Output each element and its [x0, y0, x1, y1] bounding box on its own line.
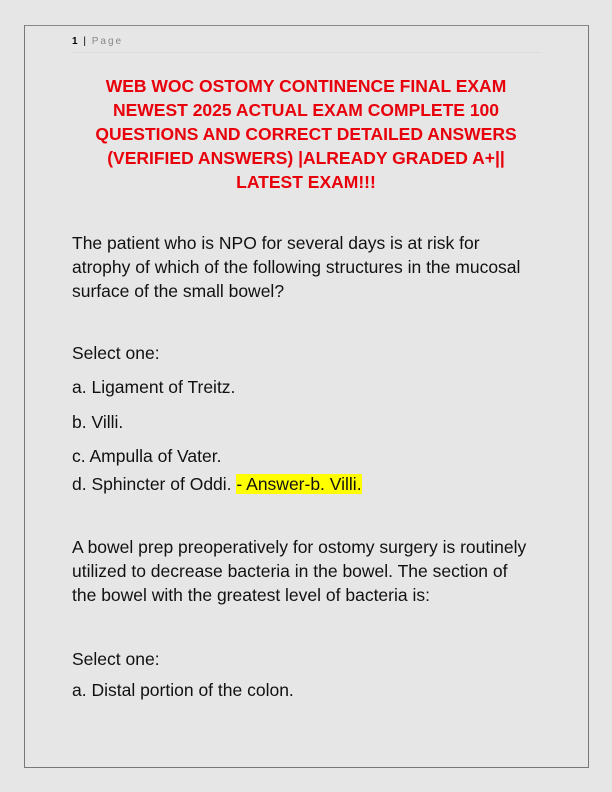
question-line: The patient who is NPO for several days is at risk for — [72, 233, 480, 253]
title-line: WEB WOC OSTOMY CONTINENCE FINAL EXAM — [105, 76, 507, 96]
question-1-prompt: Select one: — [72, 343, 160, 363]
page-label: Page — [91, 36, 124, 47]
question-line: utilized to decrease bacteria in the bowel. The section of — [72, 561, 508, 581]
page-number: 1 — [72, 36, 79, 47]
title-line: QUESTIONS AND CORRECT DETAILED ANSWERS — [95, 124, 517, 144]
question-2-option-a: a. Distal portion of the colon. — [72, 680, 294, 700]
question-line: the bowel with the greatest level of bacteria is: — [72, 585, 430, 605]
question-1-option-d: d. Sphincter of Oddi. — [72, 474, 232, 494]
question-1-answer: - Answer-b. Villi. — [236, 474, 362, 494]
question-2-prompt: Select one: — [72, 649, 160, 669]
question-1-option-a: a. Ligament of Treitz. — [72, 377, 236, 397]
question-line: surface of the small bowel? — [72, 281, 285, 301]
page-header — [72, 36, 123, 47]
document-title — [60, 74, 552, 194]
question-1-text — [72, 231, 520, 303]
header-separator: | — [83, 36, 87, 47]
question-line: A bowel prep preoperatively for ostomy surgery is routinely — [72, 537, 527, 557]
title-line: LATEST EXAM!!! — [236, 172, 376, 192]
title-line: (VERIFIED ANSWERS) |ALREADY GRADED A+|| — [107, 148, 505, 168]
question-2-text — [72, 535, 526, 607]
question-line: atrophy of which of the following structures in the mucosal — [72, 257, 521, 277]
question-1-option-d-row — [72, 472, 362, 496]
title-line: NEWEST 2025 ACTUAL EXAM COMPLETE 100 — [112, 100, 500, 120]
question-1-option-b: b. Villi. — [72, 412, 124, 432]
header-rule — [72, 52, 542, 53]
question-1-option-c: c. Ampulla of Vater. — [72, 446, 222, 466]
